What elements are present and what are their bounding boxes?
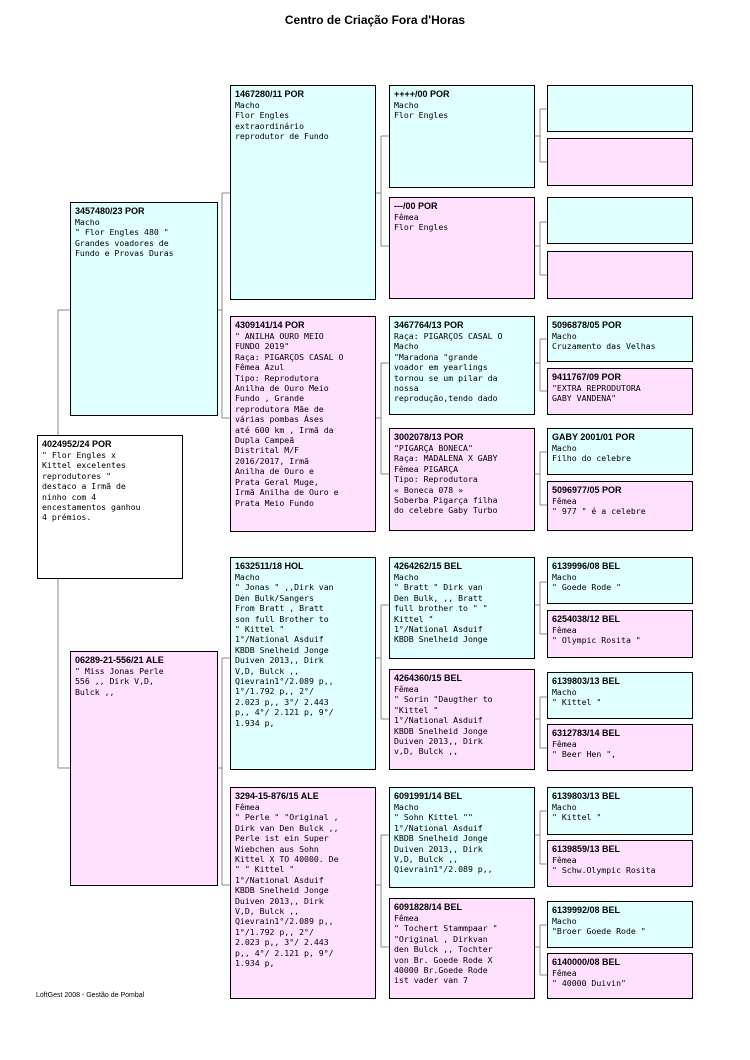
pigeon-description: Macho " Kittel " — [552, 687, 602, 708]
ring-number: 06289-21-556/21 ALE — [75, 655, 164, 665]
pigeon-card-gen4-13[interactable] — [547, 787, 693, 835]
pigeon-card-gen4-8[interactable] — [547, 481, 693, 531]
pigeon-card-gen3-2[interactable] — [389, 197, 535, 299]
ring-number: 6139803/13 BEL — [552, 791, 621, 801]
pigeon-card-gen4-15[interactable] — [547, 901, 693, 948]
pigeon-description: Macho " Bratt " Dirk van Den Bulk, ,, Bratt full brother to " " Kittel " 1°/National Asduif KBDB Snelheid Jonge — [394, 572, 488, 645]
ring-number: 5096977/05 POR — [552, 485, 622, 495]
ring-number: 4264360/15 BEL — [394, 673, 463, 683]
pigeon-description: Fêmea Flor Engles — [394, 212, 449, 233]
ring-number: 6254038/12 BEL — [552, 614, 621, 624]
pigeon-description: Fêmea " Olympic Rosita " — [552, 625, 641, 646]
pigeon-description: Macho Cruzamento das Velhas — [552, 331, 656, 352]
pigeon-card-sire-sire[interactable] — [230, 85, 376, 300]
footer-credit: LoftGest 2008 - Gestão de Pombal — [36, 992, 145, 999]
ring-number: GABY 2001/01 POR — [552, 432, 635, 442]
pigeon-card-gen3-8[interactable] — [389, 898, 535, 999]
ring-number: 5096878/05 POR — [552, 320, 622, 330]
pigeon-card-gen4-11[interactable] — [547, 672, 693, 719]
pigeon-description: Fêmea " 40000 Duivin" — [552, 968, 626, 989]
pigeon-description: " Miss Jonas Perle 556 ,, Dirk V,D, Bulck ,, — [75, 666, 164, 697]
ring-number: 4309141/14 POR — [235, 320, 305, 330]
pigeon-description: "PIGARÇA BONECA" Raça: MADALENA X GABY Fêmea PIGARÇA Tipo: Reprodutora « Boneca 078 » Soberba Pigarça filha do celebre Gaby Turbo — [394, 443, 498, 516]
pigeon-card-sire-dam[interactable] — [230, 316, 376, 532]
ring-number: 6091991/14 BEL — [394, 791, 463, 801]
pigeon-description: Fêmea " Beer Hen ", — [552, 739, 617, 760]
ring-number: 4264262/15 BEL — [394, 561, 463, 571]
ring-number: ---/00 POR — [394, 201, 438, 211]
ring-number: 6140000/08 BEL — [552, 957, 621, 967]
ring-number: 3457480/23 POR — [75, 206, 145, 216]
pigeon-description: Raça: PIGARÇOS CASAL O Macho "Maradona "grande voador em yearlings tornou se um pilar da nossa reprodução,tendo dado — [394, 331, 503, 404]
pigeon-card-gen3-3[interactable] — [389, 316, 535, 415]
pigeon-description: "EXTRA REPRODUTORA GABY VANDENA" — [552, 383, 641, 404]
pigeon-description: " ANILHA OURO MEIO FUNDO 2019" Raça: PIGARÇOS CASAL O Fêmea Azul Tipo: Reprodutora Anilha de Ouro Meio Fundo , Grande reprodutora Mãe de várias pombas Áses até 600 km , Irmã da Dupla Campeã Distrital M/F 2016/2017, Irmã Anilha de Ouro e Prata Geral Muge, Irmã Anilha de Ouro e Prata Meio Fundo — [235, 331, 344, 508]
pigeon-description: Fêmea " Schw.Olympic Rosita — [552, 855, 656, 876]
pigeon-description: Fêmea " 977 " é a celebre — [552, 496, 646, 517]
ring-number: 6091828/14 BEL — [394, 902, 463, 912]
pigeon-card-gen4-12[interactable] — [547, 724, 693, 771]
pigeon-card-gen4-2[interactable] — [547, 138, 693, 186]
pigeon-card-sire[interactable] — [70, 202, 218, 416]
pigeon-card-gen3-1[interactable] — [389, 85, 535, 188]
pigeon-card-dam-sire[interactable] — [230, 557, 376, 770]
pigeon-description: Macho " Flor Engles 480 " Grandes voadores de Fundo e Provas Duras — [75, 217, 174, 259]
pigeon-card-gen4-3[interactable] — [547, 197, 693, 244]
ring-number: 4024952/24 POR — [42, 439, 112, 449]
pigeon-card-gen4-4[interactable] — [547, 251, 693, 299]
ring-number: 9411767/09 POR — [552, 372, 622, 382]
pigeon-description: Fêmea " Perle " "Original , Dirk van Den Bulck ,, Perle ist ein Super Wiebchen aus Sohn Kittel X TO 40000. De " " Kittel " 1°/National Asduif KBDB Snelheid Jonge Duiven 2013,, Dirk V,D, Bulck ,, Qievrain1°/2.089 p,, 1°/1.792 p,, 2°/ 2.023 p,, 3°/ 2.443 p,, 4°/ 2.121 p, 9°/ 1.934 p, — [235, 802, 339, 969]
ring-number: 1467280/11 POR — [235, 89, 305, 99]
ring-number: 1632511/18 HOL — [235, 561, 304, 571]
pigeon-description: Macho Flor Engles — [394, 100, 449, 121]
pigeon-card-gen3-5[interactable] — [389, 557, 535, 659]
pigeon-card-dam[interactable] — [70, 651, 218, 886]
pigeon-card-gen4-7[interactable] — [547, 428, 693, 475]
pigeon-description: Macho " Jonas " ,,Dirk van Den Bulk/Sangers From Bratt , Bratt son full Brother to " Kittel " 1°/National Asduif KBDB Snelheid Jonge Duiven 2013,, Dirk V,D, Bulck ,, Qievrain1°/2.089 p,, 1°/1.792 p,, 2°/ 2.023 p,, 3°/ 2.443 p,, 4°/ 2.121 p, 9°/ 1.934 p, — [235, 572, 334, 728]
ring-number: 3294-15-876/15 ALE — [235, 791, 319, 801]
ring-number: 6139859/13 BEL — [552, 844, 621, 854]
pigeon-card-gen4-16[interactable] — [547, 953, 693, 999]
pigeon-card-subject[interactable] — [37, 435, 183, 579]
pigeon-description: Fêmea " Sorin "Daugther to "Kittel " 1°/National Asduif KBDB Snelheid Jonge Duiven 2013,, Dirk v,D, Bulck ,, — [394, 684, 493, 757]
pigeon-card-gen3-7[interactable] — [389, 787, 535, 888]
pigeon-card-gen4-14[interactable] — [547, 840, 693, 887]
pigeon-card-gen3-4[interactable] — [389, 428, 535, 531]
pigeon-description: Macho "Broer Goede Rode " — [552, 916, 646, 937]
pigeon-card-gen4-10[interactable] — [547, 610, 693, 658]
pigeon-description: Macho Flor Engles extraordinário reprodutor de Fundo — [235, 100, 329, 142]
pigeon-card-gen4-1[interactable] — [547, 85, 693, 132]
ring-number: 6312783/14 BEL — [552, 728, 621, 738]
page-title: Centro de Criação Fora d'Horas — [284, 13, 466, 27]
ring-number: 6139996/08 BEL — [552, 561, 621, 571]
ring-number: 6139992/08 BEL — [552, 905, 621, 915]
pigeon-description: Macho " Goede Rode " — [552, 572, 622, 593]
pigeon-card-gen3-6[interactable] — [389, 669, 535, 770]
pigeon-card-gen4-6[interactable] — [547, 368, 693, 415]
pigeon-card-gen4-5[interactable] — [547, 316, 693, 362]
pigeon-description: Macho Filho do celebre — [552, 443, 631, 464]
pigeon-description: Macho " Kittel " — [552, 802, 602, 823]
ring-number: 3467764/13 POR — [394, 320, 464, 330]
ring-number: 3002078/13 POR — [394, 432, 464, 442]
pigeon-card-gen4-9[interactable] — [547, 557, 693, 604]
pigeon-card-dam-dam[interactable] — [230, 787, 376, 999]
ring-number: 6139803/13 BEL — [552, 676, 621, 686]
pigeon-description: Fêmea " Tochert Stammpaar " "Original , Dirkvan den Bulck ,, Tochter von Br. Goede Rode X 40000 Br.Goede Rode ist vader van 7 — [394, 913, 498, 986]
pigeon-description: " Flor Engles x Kittel excelentes reprodutores " destaco a Irmã de ninho com 4 encestamentos ganhou 4 prémios. — [42, 450, 141, 523]
ring-number: ++++/00 POR — [394, 89, 450, 99]
pigeon-description: Macho " Sohn Kittel "" 1°/National Asduif KBDB Snelheid Jonge Duiven 2013,, Dirk V,D, Bulck ,, Qievrain1°/2.089 p,, — [394, 802, 493, 875]
